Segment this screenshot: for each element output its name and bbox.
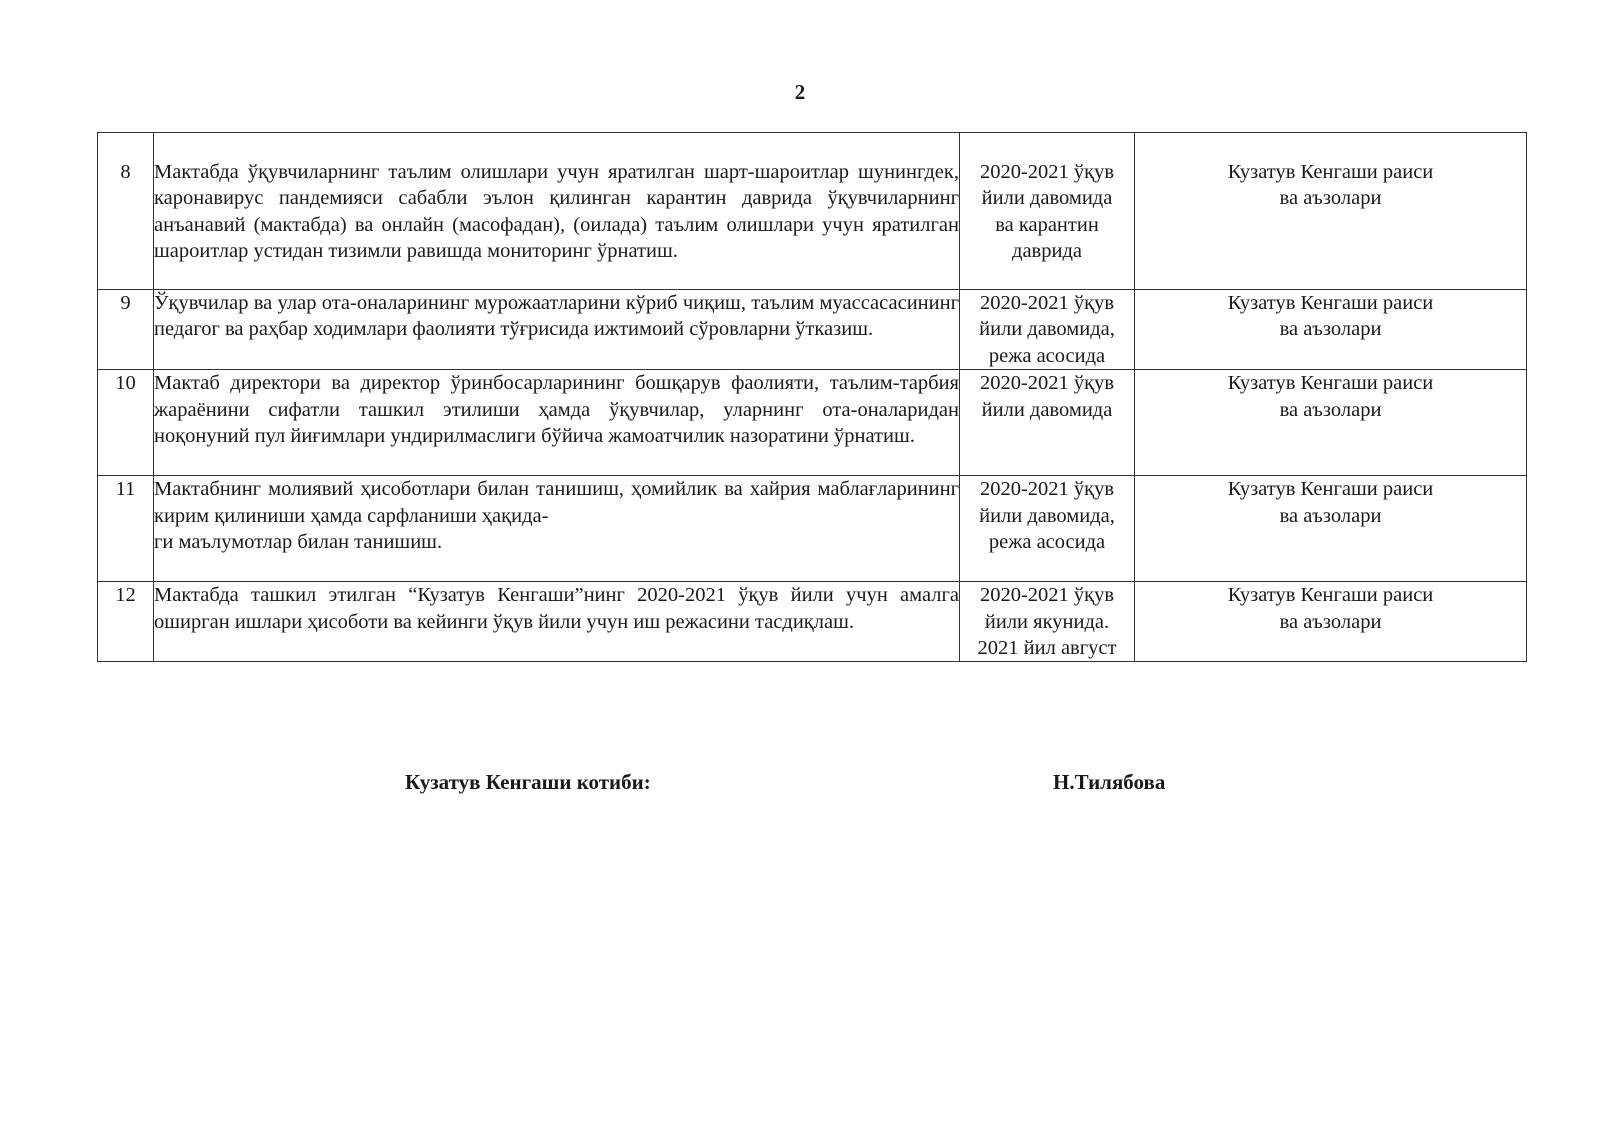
task-cell — [154, 290, 960, 370]
term-line: 2020-2021 ўқув — [979, 584, 1115, 607]
responsible-line: ва аъзолари — [1279, 398, 1382, 421]
term-line: 2020-2021 ўқув — [979, 292, 1115, 314]
row-number: 11 — [98, 476, 154, 582]
term-cell — [960, 476, 1135, 582]
term-line: 2021 йил август — [977, 637, 1117, 660]
task-text: ги маълумотлар билан танишиш. — [154, 531, 443, 554]
term-line: йили давомида — [981, 187, 1113, 210]
term-line: ва карантин — [995, 213, 1099, 236]
term-line: йили якунида. — [984, 610, 1110, 633]
responsible-cell — [1135, 290, 1527, 370]
table-row — [98, 476, 1527, 582]
plan-table — [97, 132, 1527, 662]
table-row — [98, 133, 1527, 290]
responsible-line: Кузатув Кенгаши раиси — [1227, 292, 1434, 314]
table-row — [98, 290, 1527, 370]
row-number: 8 — [98, 133, 154, 290]
responsible-line: Кузатув Кенгаши раиси — [1227, 584, 1434, 607]
row-number: 9 — [98, 290, 154, 370]
term-line: йили давомида — [981, 398, 1113, 421]
responsible-line: ва аъзолари — [1279, 504, 1382, 527]
responsible-line: Кузатув Кенгаши раиси — [1227, 161, 1434, 183]
responsible-cell — [1135, 370, 1527, 476]
responsible-line: ва аъзолари — [1279, 318, 1382, 341]
signature-label: Кузатув Кенгаши котиби: — [405, 770, 651, 794]
task-text: Ўқувчилар ва улар ота-оналарининг мурожаатларини кўриб чиқиш, таълим муассасасининг педагог ва раҳбар ходимлари фаолияти тўғрисида ижтимоий сўровларни ўтказиш. — [154, 292, 959, 341]
responsible-line: Кузатув Кенгаши раиси — [1227, 372, 1434, 395]
responsible-cell — [1135, 476, 1527, 582]
table-row — [98, 370, 1527, 476]
task-text: Мактабда ўқувчиларнинг таълим олишлари учун яратилган шарт-шароитлар шунингдек, каронавирус пандемияси сабабли эълон қилинган карантин даврида ўқувчиларнинг анъанавий (мактабда) ва онлайн (масофадан), (оилада) таълим олишлари учун яратилган шароитлар устидан тизимли равишда мониторинг ўрнатиш. — [154, 161, 959, 263]
responsible-line: ва аъзолари — [1279, 610, 1382, 633]
responsible-cell — [1135, 133, 1527, 290]
term-cell — [960, 582, 1135, 662]
task-cell — [154, 133, 960, 290]
responsible-line: ва аъзолари — [1279, 187, 1382, 210]
page-number: 2 — [794, 80, 806, 104]
table-row — [98, 582, 1527, 662]
task-text: Мактабнинг молиявий ҳисоботлари билан танишиш, ҳомийлик ва хайрия маблағларининг кирим қилиниши ҳамда сарфланиши ҳақида- — [154, 478, 959, 527]
task-text: Мактаб директори ва директор ўринбосарларининг бошқарув фаолияти, таълим-тарбия жараёнини сифатли ташкил этилиши ҳамда ўқувчилар, уларнинг ота-оналаридан ноқонуний пул йиғимлари ундирилмаслиги бўйича жамоатчилик назоратини ўрнатиш. — [154, 372, 959, 448]
term-cell — [960, 290, 1135, 370]
row-number: 12 — [98, 582, 154, 662]
term-line: даврида — [1012, 240, 1082, 263]
responsible-line: Кузатув Кенгаши раиси — [1227, 478, 1434, 501]
term-line: режа асосида — [988, 344, 1106, 367]
task-cell — [154, 582, 960, 662]
term-line: режа асосида — [988, 531, 1106, 554]
term-cell — [960, 370, 1135, 476]
task-cell — [154, 370, 960, 476]
signature-name: Н.Тилябова — [1053, 770, 1166, 794]
term-cell — [960, 133, 1135, 290]
term-line: 2020-2021 ўқув — [979, 161, 1115, 183]
term-line: йили давомида, — [979, 318, 1115, 341]
task-text: Мактабда ташкил этилган “Кузатув Кенгаши”нинг 2020-2021 ўқув йили учун амалга оширган ишлари ҳисоботи ва кейинги ўқув йили учун иш режасини тасдиқлаш. — [154, 584, 959, 633]
term-line: 2020-2021 ўқув — [979, 478, 1115, 501]
row-number: 10 — [98, 370, 154, 476]
responsible-cell — [1135, 582, 1527, 662]
term-line: йили давомида, — [979, 504, 1115, 527]
task-cell — [154, 476, 960, 582]
term-line: 2020-2021 ўқув — [979, 372, 1115, 395]
